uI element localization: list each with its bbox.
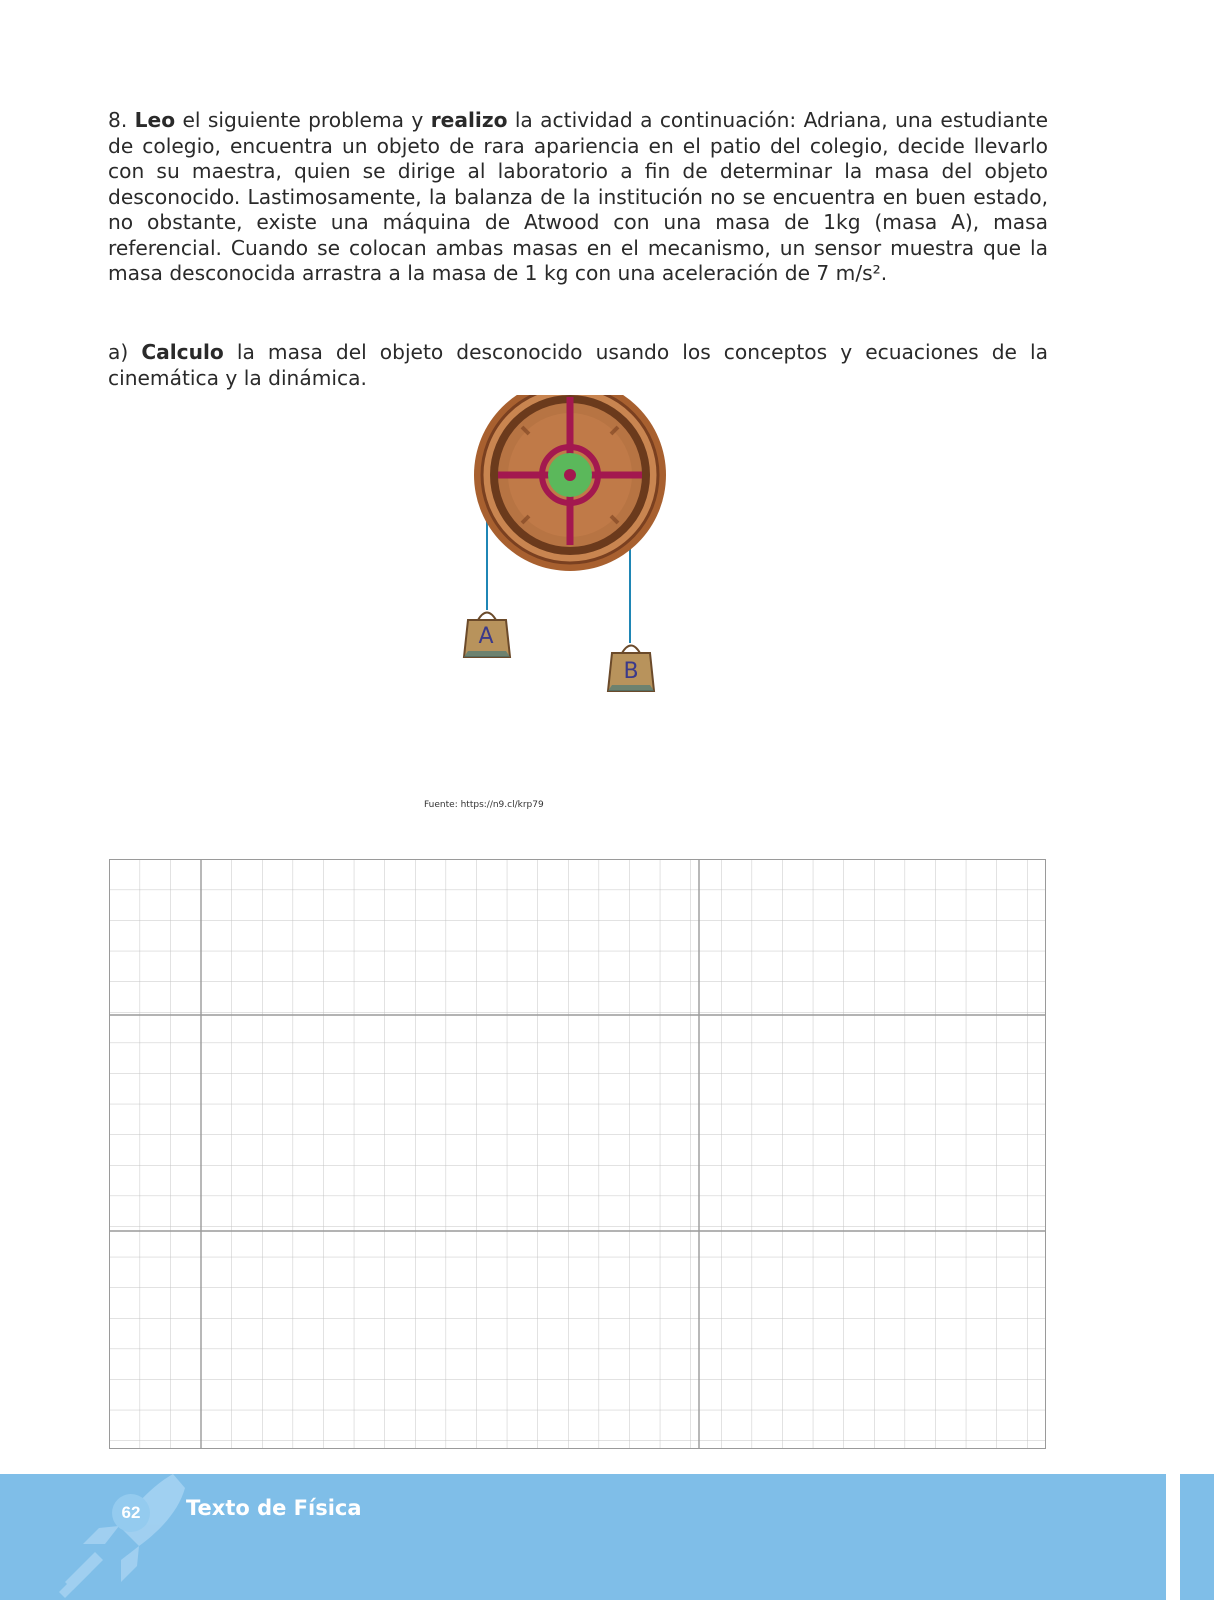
atwood-machine-illustration [460, 395, 700, 715]
atwood-machine-svg [460, 395, 700, 715]
question-verb: Calculo [141, 340, 224, 364]
question-label: a) [108, 340, 129, 364]
answer-grid-svg [109, 859, 1046, 1449]
page-number: 62 [121, 1503, 141, 1522]
footer-edge [1180, 1474, 1214, 1600]
problem-text-1: el siguiente problema y [182, 108, 424, 132]
page-footer [0, 1474, 1214, 1600]
answer-grid [109, 859, 1046, 1449]
question-a [108, 340, 1048, 391]
problem-text-2: la actividad a continuación: Adriana, una estudiante de colegio, encuentra un objeto de rara apariencia en el patio del colegio, decide llevarlo con su maestra, quien se dirige al laboratorio a fin de determinar la masa del objeto desconocido. Lastimosamente, la balanza de la institución no se encuentra en buen estado, no obstante, existe una máquina de Atwood con una masa de 1kg (masa A), masa referencial. Cuando se colocan ambas masas en el mecanismo, un sensor muestra que la masa desconocida arrastra a la masa de 1 kg con una aceleración de 7 m/s². [108, 108, 1048, 285]
rocket-icon [55, 1474, 185, 1600]
book-title: Texto de Física [186, 1496, 362, 1520]
footer-divider [1166, 1474, 1180, 1600]
figure-source: Fuente: https://n9.cl/krp79 [424, 800, 544, 810]
problem-verb-leo: Leo [134, 108, 176, 132]
problem-statement [108, 108, 1048, 287]
mass-a-label: A [478, 624, 494, 649]
problem-verb-realizo: realizo [430, 108, 508, 132]
mass-a-bag [464, 613, 510, 658]
mass-b-label: B [623, 659, 639, 684]
page-number-badge [112, 1494, 150, 1532]
mass-b-bag [608, 646, 654, 692]
pulley-wheel [474, 395, 666, 571]
problem-number: 8. [108, 108, 128, 132]
question-text: la masa del objeto desconocido usando los conceptos y ecuaciones de la cinemática y la dinámica. [108, 340, 1049, 390]
